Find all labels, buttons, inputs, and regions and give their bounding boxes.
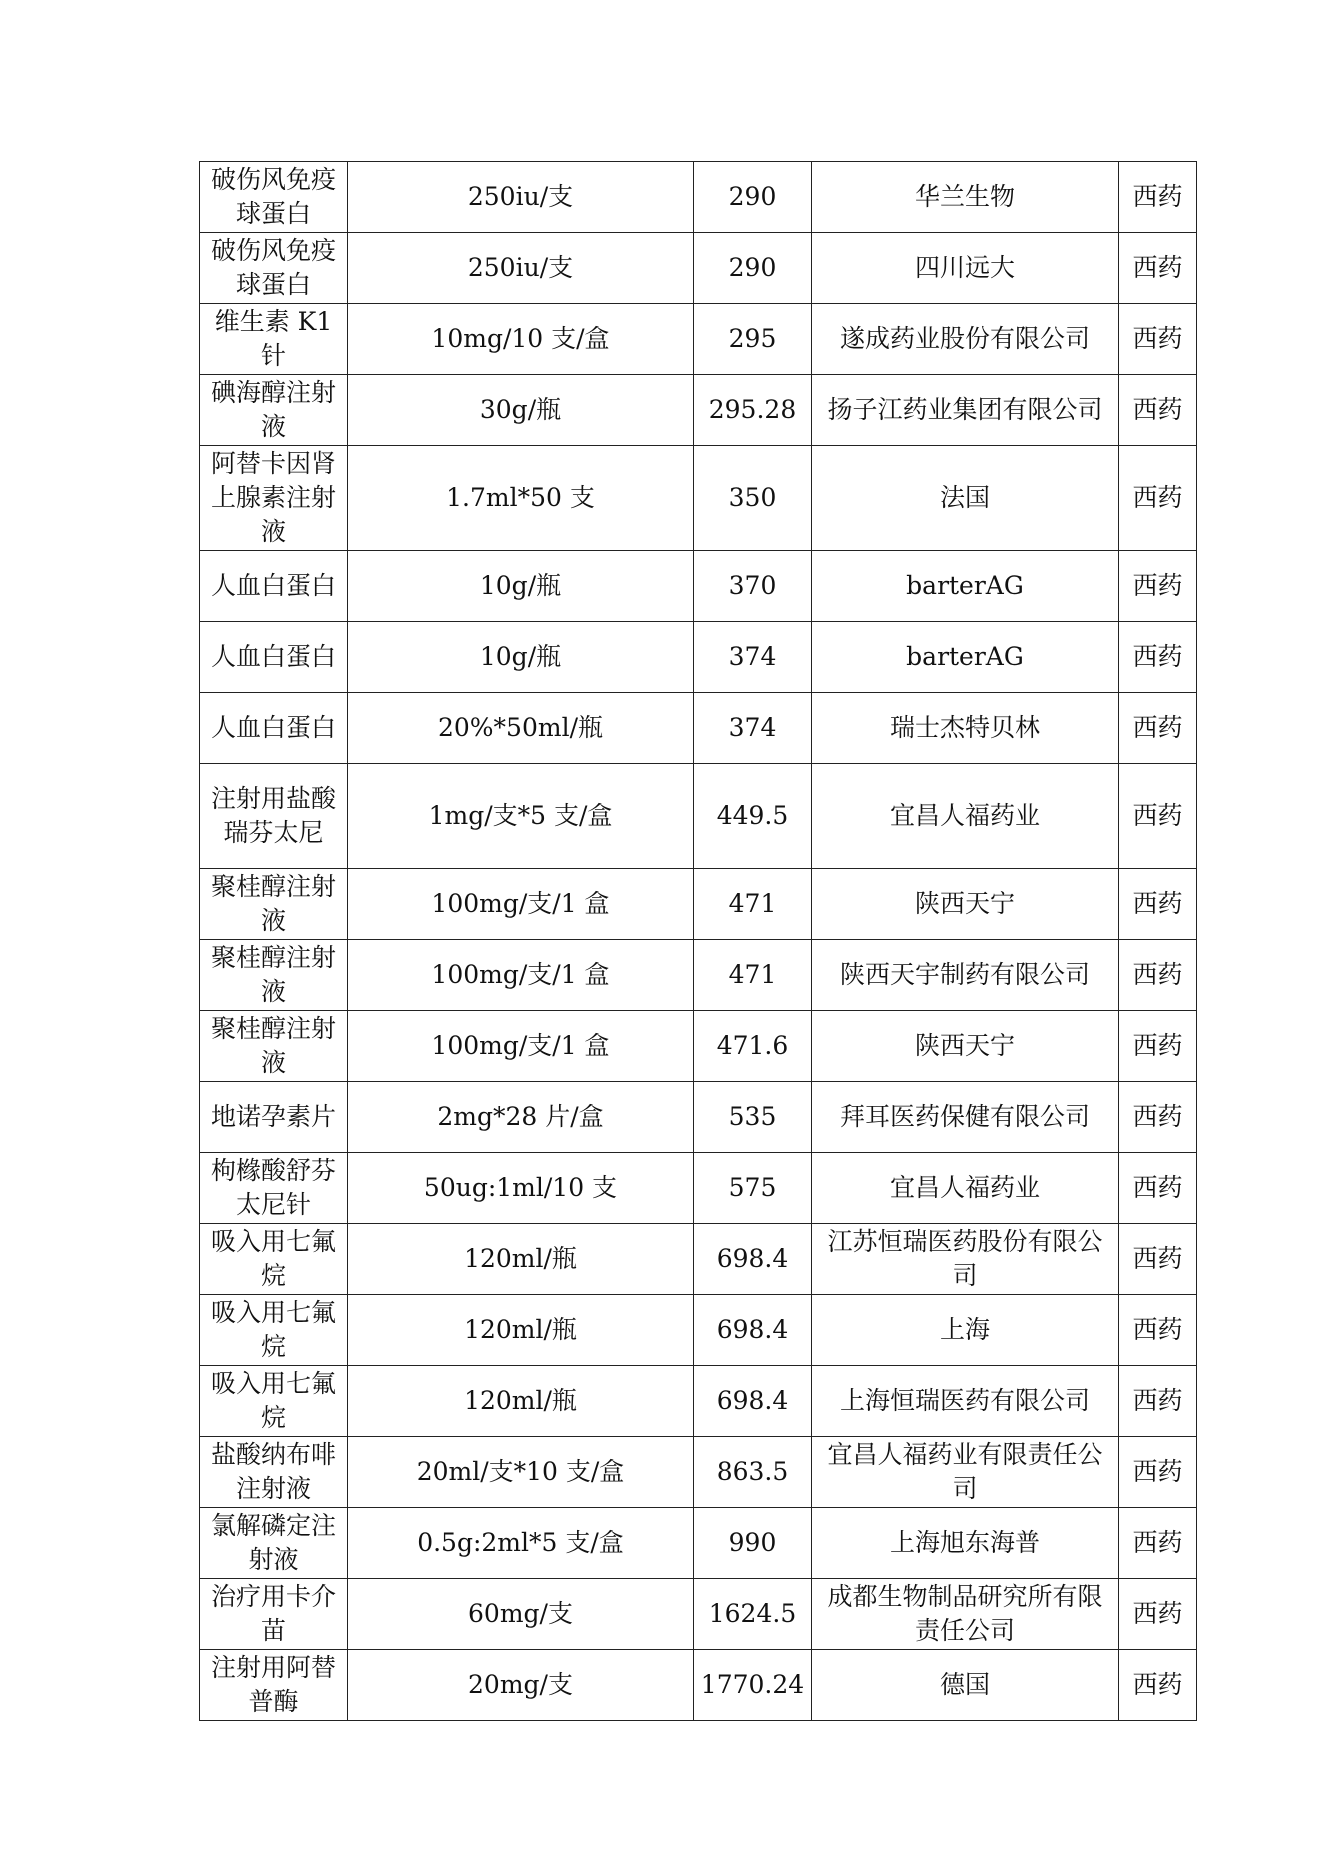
drug-name-cell: 注射用阿替普酶 <box>200 1650 348 1721</box>
price-cell: 698.4 <box>694 1366 812 1437</box>
spec-cell: 0.5g:2ml*5 支/盒 <box>348 1508 694 1579</box>
category-cell: 西药 <box>1119 1082 1197 1153</box>
price-cell: 350 <box>694 446 812 551</box>
category-cell: 西药 <box>1119 446 1197 551</box>
drug-name-cell: 吸入用七氟烷 <box>200 1366 348 1437</box>
manufacturer-cell: 宜昌人福药业 <box>812 1153 1119 1224</box>
price-cell: 370 <box>694 551 812 622</box>
drug-name-cell: 聚桂醇注射液 <box>200 940 348 1011</box>
manufacturer-cell: 法国 <box>812 446 1119 551</box>
category-cell: 西药 <box>1119 764 1197 869</box>
price-cell: 471 <box>694 869 812 940</box>
drug-name-cell: 碘海醇注射液 <box>200 375 348 446</box>
drug-name-cell: 聚桂醇注射液 <box>200 1011 348 1082</box>
spec-cell: 20ml/支*10 支/盒 <box>348 1437 694 1508</box>
price-cell: 1770.24 <box>694 1650 812 1721</box>
drug-name-cell: 吸入用七氟烷 <box>200 1224 348 1295</box>
category-cell: 西药 <box>1119 233 1197 304</box>
manufacturer-cell: 江苏恒瑞医药股份有限公司 <box>812 1224 1119 1295</box>
drug-name-cell: 维生素 K1 针 <box>200 304 348 375</box>
table-row <box>200 869 1197 940</box>
table-row <box>200 551 1197 622</box>
drug-name-cell: 注射用盐酸瑞芬太尼 <box>200 764 348 869</box>
table-row <box>200 1437 1197 1508</box>
table-row <box>200 1082 1197 1153</box>
price-cell: 698.4 <box>694 1224 812 1295</box>
drug-name-cell: 吸入用七氟烷 <box>200 1295 348 1366</box>
price-cell: 471 <box>694 940 812 1011</box>
category-cell: 西药 <box>1119 551 1197 622</box>
table-row <box>200 1224 1197 1295</box>
spec-cell: 120ml/瓶 <box>348 1295 694 1366</box>
category-cell: 西药 <box>1119 1224 1197 1295</box>
manufacturer-cell: 华兰生物 <box>812 162 1119 233</box>
drug-name-cell: 人血白蛋白 <box>200 622 348 693</box>
spec-cell: 1mg/支*5 支/盒 <box>348 764 694 869</box>
drug-name-cell: 氯解磷定注射液 <box>200 1508 348 1579</box>
price-cell: 698.4 <box>694 1295 812 1366</box>
table-row <box>200 1579 1197 1650</box>
spec-cell: 100mg/支/1 盒 <box>348 1011 694 1082</box>
manufacturer-cell: 上海恒瑞医药有限公司 <box>812 1366 1119 1437</box>
table-row <box>200 446 1197 551</box>
price-cell: 1624.5 <box>694 1579 812 1650</box>
category-cell: 西药 <box>1119 304 1197 375</box>
manufacturer-cell: 上海 <box>812 1295 1119 1366</box>
price-cell: 295.28 <box>694 375 812 446</box>
table-row <box>200 1508 1197 1579</box>
drug-name-cell: 人血白蛋白 <box>200 551 348 622</box>
drug-name-cell: 破伤风免疫球蛋白 <box>200 162 348 233</box>
table-row <box>200 1153 1197 1224</box>
drug-name-cell: 聚桂醇注射液 <box>200 869 348 940</box>
manufacturer-cell: barterAG <box>812 551 1119 622</box>
table-body <box>200 162 1197 1721</box>
spec-cell: 2mg*28 片/盒 <box>348 1082 694 1153</box>
category-cell: 西药 <box>1119 1295 1197 1366</box>
manufacturer-cell: 陕西天宁 <box>812 869 1119 940</box>
spec-cell: 60mg/支 <box>348 1579 694 1650</box>
spec-cell: 50ug:1ml/10 支 <box>348 1153 694 1224</box>
category-cell: 西药 <box>1119 1508 1197 1579</box>
manufacturer-cell: 瑞士杰特贝林 <box>812 693 1119 764</box>
manufacturer-cell: 上海旭东海普 <box>812 1508 1119 1579</box>
spec-cell: 250iu/支 <box>348 162 694 233</box>
spec-cell: 20mg/支 <box>348 1650 694 1721</box>
manufacturer-cell: barterAG <box>812 622 1119 693</box>
table-row <box>200 1650 1197 1721</box>
category-cell: 西药 <box>1119 869 1197 940</box>
table-row <box>200 162 1197 233</box>
manufacturer-cell: 拜耳医药保健有限公司 <box>812 1082 1119 1153</box>
spec-cell: 20%*50ml/瓶 <box>348 693 694 764</box>
category-cell: 西药 <box>1119 1437 1197 1508</box>
manufacturer-cell: 宜昌人福药业 <box>812 764 1119 869</box>
price-cell: 295 <box>694 304 812 375</box>
price-cell: 575 <box>694 1153 812 1224</box>
manufacturer-cell: 四川远大 <box>812 233 1119 304</box>
spec-cell: 10mg/10 支/盒 <box>348 304 694 375</box>
category-cell: 西药 <box>1119 940 1197 1011</box>
category-cell: 西药 <box>1119 1153 1197 1224</box>
table-row <box>200 940 1197 1011</box>
category-cell: 西药 <box>1119 622 1197 693</box>
manufacturer-cell: 德国 <box>812 1650 1119 1721</box>
category-cell: 西药 <box>1119 162 1197 233</box>
table-row <box>200 1366 1197 1437</box>
price-cell: 471.6 <box>694 1011 812 1082</box>
drug-name-cell: 盐酸纳布啡注射液 <box>200 1437 348 1508</box>
category-cell: 西药 <box>1119 1579 1197 1650</box>
drug-name-cell: 治疗用卡介苗 <box>200 1579 348 1650</box>
spec-cell: 30g/瓶 <box>348 375 694 446</box>
spec-cell: 250iu/支 <box>348 233 694 304</box>
manufacturer-cell: 遂成药业股份有限公司 <box>812 304 1119 375</box>
drug-name-cell: 人血白蛋白 <box>200 693 348 764</box>
price-cell: 290 <box>694 162 812 233</box>
drug-price-table <box>199 161 1197 1721</box>
category-cell: 西药 <box>1119 1011 1197 1082</box>
price-cell: 449.5 <box>694 764 812 869</box>
spec-cell: 100mg/支/1 盒 <box>348 940 694 1011</box>
price-cell: 374 <box>694 622 812 693</box>
spec-cell: 120ml/瓶 <box>348 1366 694 1437</box>
price-cell: 990 <box>694 1508 812 1579</box>
table-row <box>200 233 1197 304</box>
table-row <box>200 764 1197 869</box>
drug-name-cell: 阿替卡因肾上腺素注射液 <box>200 446 348 551</box>
spec-cell: 100mg/支/1 盒 <box>348 869 694 940</box>
spec-cell: 1.7ml*50 支 <box>348 446 694 551</box>
table-row <box>200 622 1197 693</box>
spec-cell: 10g/瓶 <box>348 622 694 693</box>
price-cell: 374 <box>694 693 812 764</box>
spec-cell: 10g/瓶 <box>348 551 694 622</box>
table-row <box>200 1011 1197 1082</box>
category-cell: 西药 <box>1119 375 1197 446</box>
spec-cell: 120ml/瓶 <box>348 1224 694 1295</box>
drug-name-cell: 枸橼酸舒芬太尼针 <box>200 1153 348 1224</box>
manufacturer-cell: 陕西天宁 <box>812 1011 1119 1082</box>
price-cell: 863.5 <box>694 1437 812 1508</box>
price-cell: 535 <box>694 1082 812 1153</box>
table-row <box>200 304 1197 375</box>
drug-name-cell: 破伤风免疫球蛋白 <box>200 233 348 304</box>
category-cell: 西药 <box>1119 1366 1197 1437</box>
price-cell: 290 <box>694 233 812 304</box>
category-cell: 西药 <box>1119 693 1197 764</box>
manufacturer-cell: 扬子江药业集团有限公司 <box>812 375 1119 446</box>
table-row <box>200 375 1197 446</box>
manufacturer-cell: 成都生物制品研究所有限责任公司 <box>812 1579 1119 1650</box>
category-cell: 西药 <box>1119 1650 1197 1721</box>
manufacturer-cell: 陕西天宇制药有限公司 <box>812 940 1119 1011</box>
drug-name-cell: 地诺孕素片 <box>200 1082 348 1153</box>
table-row <box>200 1295 1197 1366</box>
manufacturer-cell: 宜昌人福药业有限责任公司 <box>812 1437 1119 1508</box>
table-row <box>200 693 1197 764</box>
